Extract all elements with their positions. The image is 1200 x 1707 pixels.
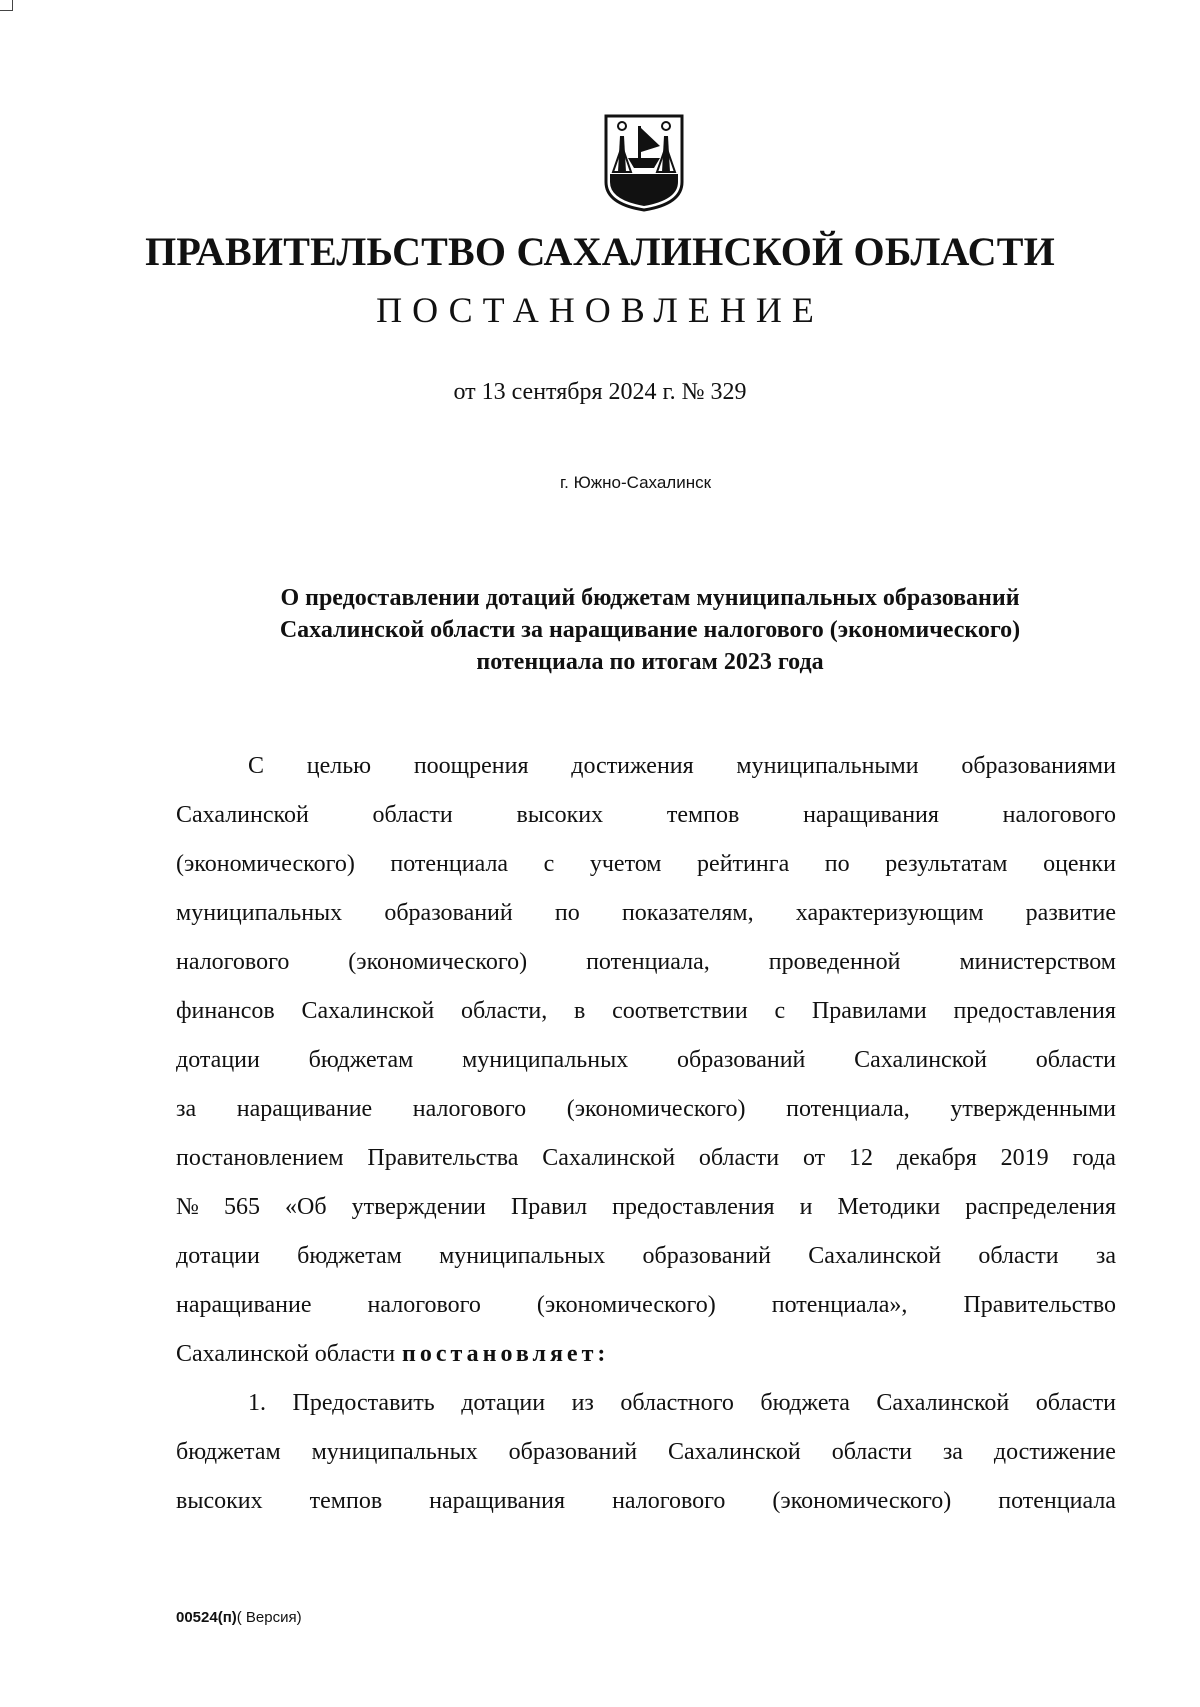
body-word: области bbox=[372, 802, 453, 828]
body-word: за bbox=[176, 1096, 197, 1122]
body-word: «Об bbox=[285, 1194, 327, 1220]
body-word: проведенной bbox=[768, 949, 901, 975]
body-word: утверждении bbox=[351, 1194, 486, 1220]
body-line bbox=[176, 1036, 1116, 1085]
body-word: бюджетам bbox=[297, 1243, 402, 1269]
body-word: за bbox=[942, 1439, 963, 1465]
body-word: бюджетам bbox=[176, 1439, 281, 1465]
sakhalin-coat-of-arms-icon bbox=[598, 112, 690, 212]
body-word: Правительство bbox=[963, 1292, 1116, 1318]
body-word: образований bbox=[677, 1047, 806, 1073]
body-word: наращивание bbox=[176, 1292, 312, 1318]
body-word: утвержденными bbox=[950, 1096, 1116, 1122]
body-word: высоких bbox=[516, 802, 604, 828]
footer-code: 00524(п) bbox=[176, 1609, 237, 1626]
body-word: предоставления bbox=[612, 1194, 775, 1220]
document-type: ПОСТАНОВЛЕНИЕ bbox=[376, 290, 824, 330]
body-word: дотации bbox=[176, 1243, 260, 1269]
body-word: муниципальными bbox=[736, 753, 919, 779]
body-line bbox=[176, 791, 1116, 840]
body-word: наращивания bbox=[803, 802, 939, 828]
body-word: (экономического) bbox=[176, 851, 355, 877]
body-word: налогового bbox=[367, 1292, 481, 1318]
body-line bbox=[176, 889, 1116, 938]
body-word: потенциала bbox=[998, 1488, 1116, 1514]
body-word: Сахалинской bbox=[301, 998, 435, 1024]
body-word: от bbox=[802, 1145, 826, 1171]
body-word: муниципальных bbox=[176, 900, 343, 926]
body-line bbox=[176, 1183, 1116, 1232]
body-word: декабря bbox=[896, 1145, 977, 1171]
body-word: области bbox=[698, 1145, 780, 1171]
subject-line: потенциала по итогам 2023 года bbox=[476, 649, 824, 675]
body-word: рейтинга bbox=[697, 851, 790, 877]
body-word: муниципальных bbox=[462, 1047, 629, 1073]
body-word: из bbox=[571, 1390, 594, 1416]
body-word: области bbox=[978, 1243, 1059, 1269]
body-word: бюджетам bbox=[308, 1047, 414, 1073]
body-word: (экономического) bbox=[536, 1292, 716, 1318]
body-word: образованиями bbox=[961, 753, 1116, 779]
body-word: наращивание bbox=[236, 1096, 373, 1122]
document-body bbox=[176, 742, 1116, 1526]
body-line bbox=[176, 1477, 1116, 1526]
body-word: финансов bbox=[176, 998, 275, 1024]
body-word: по bbox=[554, 900, 580, 926]
body-word: бюджета bbox=[760, 1390, 850, 1416]
body-word: в bbox=[574, 998, 586, 1024]
body-word: высоких bbox=[176, 1488, 263, 1514]
body-word: за bbox=[1095, 1243, 1116, 1269]
subject-line: О предоставлении дотаций бюджетам муниципальных образований bbox=[280, 585, 1020, 611]
body-line bbox=[176, 1232, 1116, 1281]
body-word: налогового bbox=[612, 1488, 726, 1514]
body-line bbox=[176, 840, 1116, 889]
body-word: и bbox=[799, 1194, 813, 1220]
body-word: муниципальных bbox=[439, 1243, 606, 1269]
body-word: образований bbox=[384, 900, 513, 926]
body-word: постановлением bbox=[176, 1145, 344, 1171]
body-line-resolution bbox=[176, 1330, 1116, 1379]
body-word: предоставления bbox=[953, 998, 1116, 1024]
body-word: министерством bbox=[959, 949, 1116, 975]
body-word: потенциала, bbox=[586, 949, 710, 975]
body-word: налогового bbox=[1002, 802, 1116, 828]
body-word: дотации bbox=[461, 1390, 546, 1416]
body-word: Сахалинской bbox=[667, 1439, 801, 1465]
body-word: темпов bbox=[666, 802, 740, 828]
resolves-word: постановляет: bbox=[402, 1341, 610, 1367]
body-word: Правилами bbox=[811, 998, 927, 1024]
body-word: Сахалинской bbox=[808, 1243, 942, 1269]
body-word: 12 bbox=[848, 1145, 873, 1171]
body-word: Сахалинской bbox=[176, 802, 309, 828]
body-word: (экономического) bbox=[566, 1096, 746, 1122]
scan-corner-mark bbox=[0, 0, 13, 11]
body-word: учетом bbox=[589, 851, 662, 877]
body-word: развитие bbox=[1025, 900, 1116, 926]
body-line bbox=[176, 938, 1116, 987]
body-word: года bbox=[1072, 1145, 1116, 1171]
body-word: области bbox=[1035, 1390, 1116, 1416]
body-word: достижения bbox=[571, 753, 694, 779]
body-word: результатам bbox=[885, 851, 1008, 877]
footer-version: ( Версия) bbox=[236, 1609, 302, 1626]
body-word: (экономического) bbox=[772, 1488, 952, 1514]
body-line bbox=[176, 1428, 1116, 1477]
body-line bbox=[176, 1379, 1116, 1428]
body-word: распределения bbox=[965, 1194, 1116, 1220]
body-word: оценки bbox=[1043, 851, 1116, 877]
body-word: потенциала», bbox=[771, 1292, 908, 1318]
body-word: Правил bbox=[510, 1194, 588, 1220]
body-word: достижение bbox=[993, 1439, 1116, 1465]
body-word: № bbox=[176, 1194, 199, 1220]
body-word: соответствии bbox=[612, 998, 748, 1024]
body-word: образований bbox=[642, 1243, 771, 1269]
body-word: Сахалинской bbox=[876, 1390, 1010, 1416]
document-city: г. Южно-Сахалинск bbox=[560, 473, 712, 492]
body-word: 2019 bbox=[1000, 1145, 1049, 1171]
body-word: с bbox=[543, 851, 555, 877]
body-word: областного bbox=[620, 1390, 734, 1416]
body-word: потенциала, bbox=[786, 1096, 910, 1122]
body-text-fragment: Сахалинской области bbox=[176, 1341, 396, 1367]
body-word: 565 bbox=[223, 1194, 260, 1220]
body-word: Сахалинской bbox=[854, 1047, 987, 1073]
body-word: налогового bbox=[412, 1096, 527, 1122]
document-date-number: от 13 сентября 2024 г. № 329 bbox=[453, 379, 747, 405]
body-line bbox=[176, 1134, 1116, 1183]
body-word: поощрения bbox=[413, 753, 529, 779]
body-word: С bbox=[248, 753, 265, 779]
body-word: с bbox=[774, 998, 786, 1024]
body-word: образований bbox=[508, 1439, 638, 1465]
body-word: области bbox=[1035, 1047, 1116, 1073]
body-word: темпов bbox=[309, 1488, 383, 1514]
body-word: области bbox=[831, 1439, 912, 1465]
body-word: (экономического) bbox=[348, 949, 528, 975]
body-word: Предоставить bbox=[292, 1390, 435, 1416]
footer-document-code bbox=[176, 1608, 302, 1628]
body-word: налогового bbox=[176, 949, 290, 975]
body-word: наращивания bbox=[429, 1488, 566, 1514]
body-word: Методики bbox=[837, 1194, 941, 1220]
body-line bbox=[176, 1281, 1116, 1330]
body-word: муниципальных bbox=[311, 1439, 478, 1465]
body-word: дотации bbox=[176, 1047, 260, 1073]
body-line bbox=[176, 1085, 1116, 1134]
body-word: по bbox=[824, 851, 850, 877]
subject-line: Сахалинской области за наращивание налогового (экономического) bbox=[279, 617, 1021, 643]
body-word: характеризующим bbox=[795, 900, 984, 926]
document-subject bbox=[170, 582, 1130, 678]
body-word: Правительства bbox=[367, 1145, 519, 1171]
government-title: ПРАВИТЕЛЬСТВО САХАЛИНСКОЙ ОБЛАСТИ bbox=[145, 229, 1055, 274]
body-word: показателям, bbox=[621, 900, 754, 926]
body-line bbox=[176, 987, 1116, 1036]
body-word: целью bbox=[306, 753, 372, 779]
body-word: потенциала bbox=[390, 851, 509, 877]
body-line bbox=[176, 742, 1116, 791]
body-word: Сахалинской bbox=[542, 1145, 676, 1171]
body-word: 1. bbox=[248, 1390, 266, 1416]
body-word: области, bbox=[461, 998, 548, 1024]
